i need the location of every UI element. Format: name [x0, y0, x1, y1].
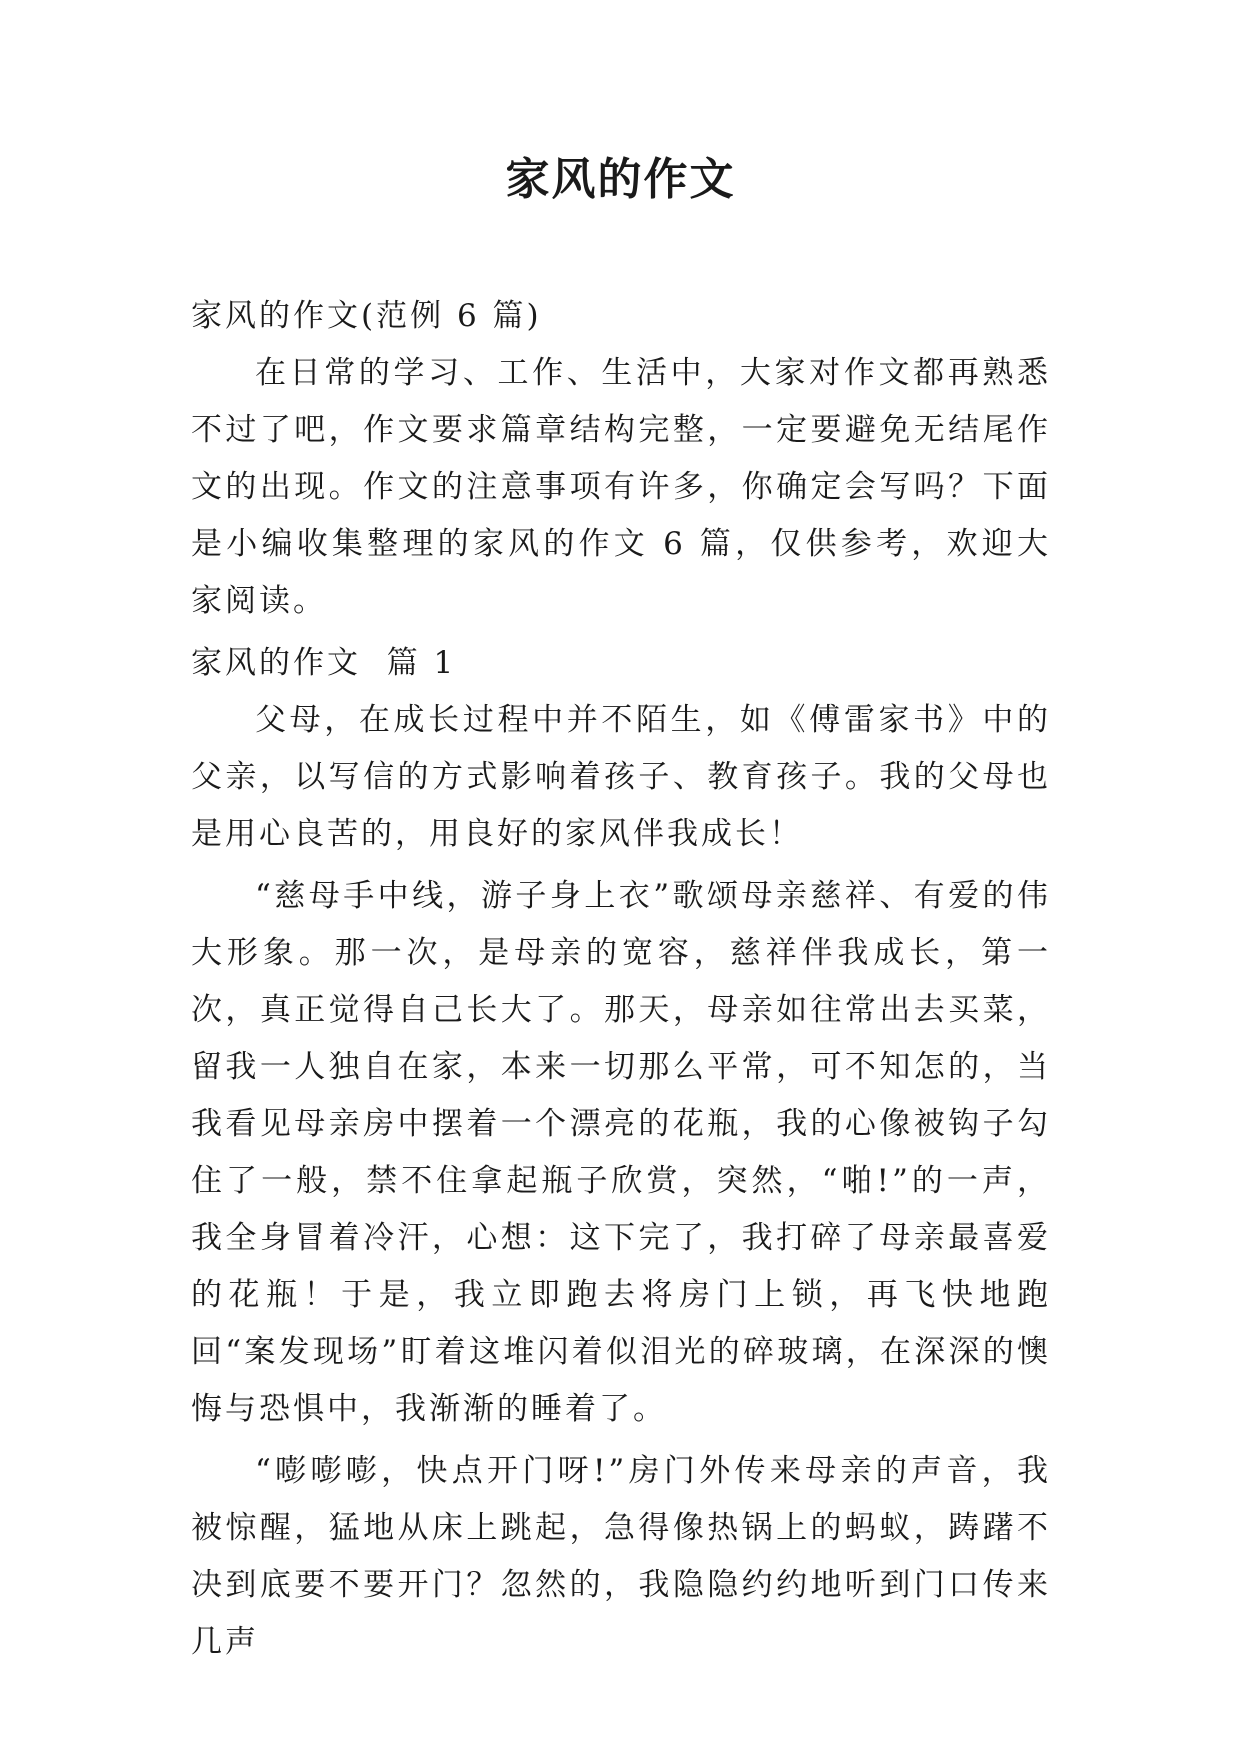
document-subtitle: 家风的作文(范例 6 篇) — [191, 298, 542, 334]
intro-paragraph: 在日常的学习、工作、生活中，大家对作文都再熟悉不过了吧，作文要求篇章结构完整，一定要避免无结尾作文的出现。作文的注意事项有许多，你确定会写吗？下面是小编收集整理的家风的作文 6 篇，仅供参考，欢迎大家阅读。 — [191, 355, 1051, 619]
document-title: 家风的作文 — [505, 154, 736, 205]
document-body — [191, 288, 1051, 1676]
section-heading: 家风的作文 篇 1 — [191, 645, 457, 681]
body-paragraph: “慈母手中线，游子身上衣”歌颂母亲慈祥、有爱的伟大形象。那一次，是母亲的宽容，慈祥伴我成长，第一次，真正觉得自己长大了。那天，母亲如往常出去买菜，留我一人独自在家，本来一切那么平常，可不知怎的，当我看见母亲房中摆着一个漂亮的花瓶，我的心像被钩子勾住了一般，禁不住拿起瓶子欣赏，突然，“啪!”的一声，我全身冒着冷汗，心想：这下完了，我打碎了母亲最喜爱的花瓶！于是，我立即跑去将房门上锁，再飞快地跑回“案发现场”盯着这堆闪着似泪光的碎玻璃，在深深的懊悔与恐惧中，我渐渐的睡着了。 — [191, 878, 1051, 1427]
body-paragraph: “嘭嘭嘭，快点开门呀!”房门外传来母亲的声音，我被惊醒，猛地从床上跳起，急得像热锅上的蚂蚁，踌躇不决到底要不要开门？忽然的，我隐隐约约地听到门口传来几声 — [191, 1453, 1051, 1660]
body-paragraph: 父母，在成长过程中并不陌生，如《傅雷家书》中的父亲，以写信的方式影响着孩子、教育孩子。我的父母也是用心良苦的，用良好的家风伴我成长！ — [191, 702, 1051, 852]
